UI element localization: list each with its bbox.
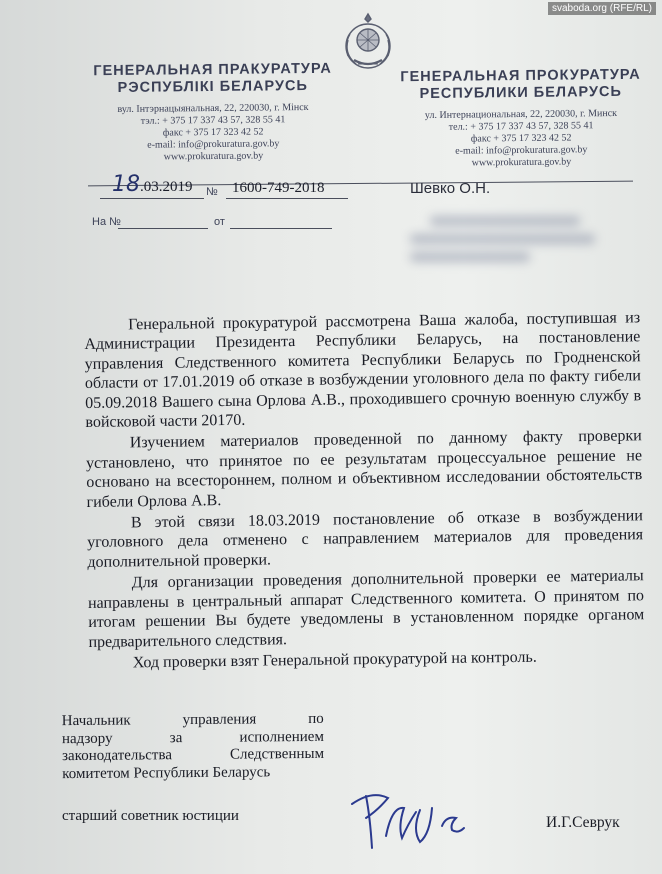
letter-body — [84, 308, 645, 675]
signatory-rank: старший советник юстиции — [62, 808, 239, 824]
position-line: комитетом Республики Беларусь — [62, 763, 271, 782]
number-underline — [226, 198, 348, 199]
reply-from-label: от — [214, 216, 225, 228]
org-email: e-mail: info@prokuratura.gov.by — [455, 144, 588, 157]
header-russian — [395, 67, 646, 171]
letter-number: 1600-749-2018 — [232, 180, 325, 196]
body-paragraph: Ход проверки взят Генеральной прокуратурой на контроль. — [132, 648, 537, 672]
position-line: Начальник управления по — [61, 710, 324, 730]
handwritten-day: 18 — [112, 172, 140, 197]
source-watermark: svaboda.org (RFE/RL) — [548, 2, 656, 15]
org-phone: тел.: + 375 17 337 43 57, 328 55 41 — [448, 120, 594, 133]
number-sign: № — [206, 186, 218, 198]
org-email: e-mail: info@prokuratura.gov.by — [147, 138, 280, 151]
date-underline — [100, 198, 204, 199]
org-name-line2: РЕСПУБЛИКИ БЕЛАРУСЬ — [419, 83, 622, 103]
org-address: вул. Інтэрнацыянальная, 22, 220030, г. Мінск — [117, 101, 309, 116]
state-emblem-icon — [336, 10, 400, 74]
reply-date-line — [230, 228, 332, 229]
position-line: надзору за исполнением — [61, 728, 324, 747]
reply-number-line — [118, 228, 208, 229]
redacted-address — [410, 208, 605, 274]
header-belarusian — [87, 61, 338, 165]
body-paragraph: Для организации проведения дополнительной проверки ее материалы направлены в центральный аппарат Следственного комитета. О принятом по итогам решении Вы будете уведомлены в установленном порядке органом предварительного следствия. — [87, 567, 645, 651]
body-paragraph: В этой связи 18.03.2019 постановление об отказе в возбуждении уголовного дела отменено с направлением материалов для проведения дополнительной проверки. — [87, 507, 644, 571]
letter-date — [112, 172, 193, 197]
org-name-line2: РЭСПУБЛІКІ БЕЛАРУСЬ — [117, 78, 308, 96]
reply-to-number-label: На № — [92, 216, 121, 228]
org-name-line1: ГЕНЕРАЛЬНАЯ ПРОКУРАТУРА — [400, 66, 641, 86]
org-address: ул. Интернациональная, 22, 220030, г. Минск — [424, 107, 618, 122]
date-month-year: .03.2019 — [140, 179, 193, 195]
org-name-line1: ГЕНЕРАЛЬНАЯ ПРАКУРАТУРА — [93, 60, 332, 80]
handwritten-signature-icon — [346, 786, 476, 856]
org-website: www.prokuratura.gov.by — [163, 150, 264, 163]
body-paragraph: Генеральной прокуратурой рассмотрена Ваша жалоба, поступившая из Администрации Президента Республики Беларусь, на постановление управления Следственного комитета Республики Беларусь по Гродненской области от 17.01.2019 об отказе в возбуждении уголовного дела по факту гибели 05.09.2018 Вашего сына Орлова А.В., проходившего срочную военную службу в войсковой части 20170. — [84, 309, 642, 432]
org-website: www.prokuratura.gov.by — [471, 156, 572, 169]
signatory-position — [62, 711, 325, 783]
org-fax: факс + 375 17 323 42 52 — [162, 126, 264, 139]
signatory-name: И.Г.Севрук — [546, 814, 620, 831]
body-paragraph: Изучением материалов проведенной по данному факту проверки установлено, что принятое по ее результатам процессуальное решение не основано на всестороннем, полном и объективном исследовании обстоятельств гибели Орлова А.В. — [85, 427, 643, 511]
org-fax: факс + 375 17 323 42 52 — [470, 132, 572, 145]
position-line: законодательства Следственным — [62, 745, 325, 765]
org-phone: тэл.: + 375 17 337 43 57, 328 55 41 — [140, 114, 286, 127]
addressee-name: Шевко О.Н. — [410, 180, 491, 197]
